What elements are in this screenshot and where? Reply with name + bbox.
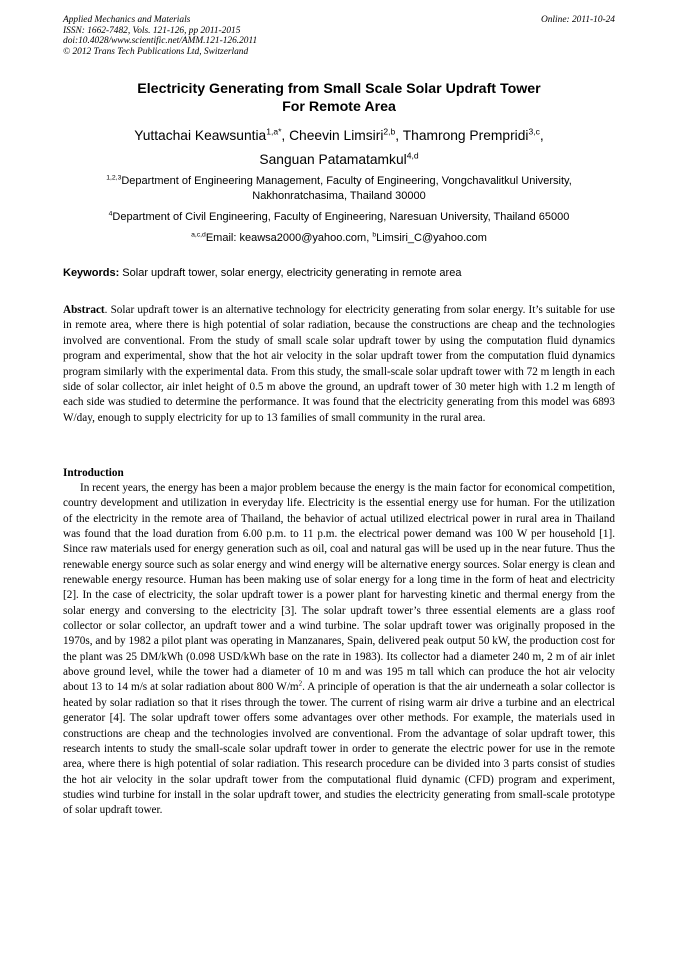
affiliation-superscript: 4 [108, 210, 113, 218]
keywords-label: Keywords: [63, 267, 120, 279]
author-separator: , [281, 128, 290, 143]
keywords-text: Solar updraft tower, solar energy, electricity generating in remote area [119, 267, 462, 279]
abstract-text: . Solar updraft tower is an alternative technology for electricity generating from solar energy. It’s suitable for use in remote area, where there is high potential of solar radiation, because the constructions are cheap and the technologies involved are conventional. From the study of small scale solar updraft tower by using the computation fluid dynamics program and experimental, show that the hot air velocity in the solar updraft tower from the computation fluid dynamics program similarly with the experimental data. From this study, the small-scale solar updraft tower with 72 m length in each side of solar collector, air inlet height of 0.5 m above the ground, an updraft tower of 30 meter high with 1.2 m length of each side was studied to determine the performance. It was found that the electricity generating from this model was 6893 W/day, enough to supply electricity for up to 13 families of small community in the rural area. [63, 304, 615, 424]
affiliation-1 [63, 174, 615, 204]
affiliation-line: Department of Engineering Management, Faculty of Engineering, Vongchavalitkul University, [121, 175, 572, 187]
journal-header [63, 15, 615, 57]
author-list [63, 124, 615, 172]
title-line-1: Electricity Generating from Small Scale Solar Updraft Tower [137, 81, 541, 97]
email-text: Limsiri_C@yahoo.com [376, 232, 487, 244]
author-superscript: 3,c [528, 126, 540, 137]
title-line-2: For Remote Area [282, 99, 396, 115]
email-superscript: a,c,d [191, 231, 206, 239]
affiliation-superscript: 1,2,3 [106, 174, 122, 182]
author-superscript: 1,a* [266, 126, 282, 137]
affiliation-line: Nakhonratchasima, Thailand 30000 [252, 190, 426, 202]
author-name: Cheevin Limsiri [289, 128, 384, 143]
affiliation-line: Department of Civil Engineering, Faculty of Engineering, Naresuan University, Thailand 65000 [112, 211, 570, 223]
author-superscript: 4,d [406, 150, 419, 161]
author-superscript: 2,b [383, 126, 396, 137]
affiliation-2 [63, 210, 615, 225]
copyright-line: © 2012 Trans Tech Publications Ltd, Switzerland [63, 46, 249, 57]
paper-title [63, 80, 615, 116]
abstract-label: Abstract [63, 304, 105, 316]
email-line [63, 231, 615, 246]
online-date: Online: 2011-10-24 [540, 15, 615, 25]
abstract [63, 303, 615, 426]
author-separator: , [395, 128, 403, 143]
keywords [63, 266, 615, 280]
introduction-superscript: 2 [298, 679, 303, 688]
introduction-text: . A principle of operation is that the air underneath a solar collector is heated by solar radiation so that it rises through the tower. The current of rising warm air drive a turbine and an electrical generator [4]. The solar updraft tower offers some advantages over other methods. For example, the materials used in constructions are cheap and the technologies involved are conventional. From the advantage of solar updraft tower, this research intents to study the small-scale solar updraft tower in order to generate the electric power for use in the remote area, where there is high potential of solar radiation. This research procedure can be divided into 3 parts consist of studies the hot air velocity in the solar updraft tower from the computational fluid dynamic (CFD) program and experiment, studies wind turbine for install in the solar updraft tower, and studies the electricity generating from small-scale prototype of solar updraft tower. [63, 681, 615, 817]
email-text: Email: keawsa2000@yahoo.com, [205, 232, 373, 244]
author-separator: , [539, 128, 544, 143]
introduction-paragraph [63, 481, 615, 819]
issn-line: ISSN: 1662-7482, Vols. 121-126, pp 2011-2015 [63, 25, 241, 36]
doi-line: doi:10.4028/www.scientific.net/AMM.121-126.2011 [63, 36, 258, 47]
author-name: Sanguan Patamatamkul [259, 152, 407, 167]
email-superscript: b [372, 231, 377, 239]
introduction-text: In recent years, the energy has been a major problem because the energy is the main factor for economical competition, country development and utilization in everyday life. Electricity is the essential energy use for human. For the utilization of the electricity in the remote area of Thailand, the behavior of actual utilized electrical power in rural area in Thailand was found that the load duration from 6.00 p.m. to 11 p.m. the electrical power demand was 100 W per household [1]. Since raw materials used for energy generation such as oil, coal and natural gas will be used up in the near future. Thus the renewable energy source such as solar energy and wind energy will be alternative energy sources. Solar energy is clean and renewable energy resource. Human has been making use of solar energy for a long time in the form of heat and electricity [2]. In the case of electricity, the solar updraft tower is a power plant for harvesting kinetic and thermal energy from the solar energy and conversing to the electricity [3]. The solar updraft tower’s three essential elements are a glass roof collector or solar collector, an updraft tower and a wind turbine. The solar updraft tower was originally proposed in the 1970s, and by 1982 a pilot plant was operating in Manzanares, Spain, delivered peak output 50 kW, the production cost for the plant was 25 DM/kWh (0.098 USD/kWh base on the rate in 1983). Its collector had a diameter 240 m, 2 m of air inlet above ground level, while the tower had a diameter of 10 m and was 195 m tall which can produce the hot air velocity about 13 to 14 m/s at solar radiation about 800 W/m [63, 482, 615, 694]
author-name: Thamrong Prempridi [402, 128, 529, 143]
journal-name: Applied Mechanics and Materials [63, 15, 191, 25]
author-name: Yuttachai Keawsuntia [134, 128, 267, 143]
introduction-heading: Introduction [63, 467, 124, 479]
